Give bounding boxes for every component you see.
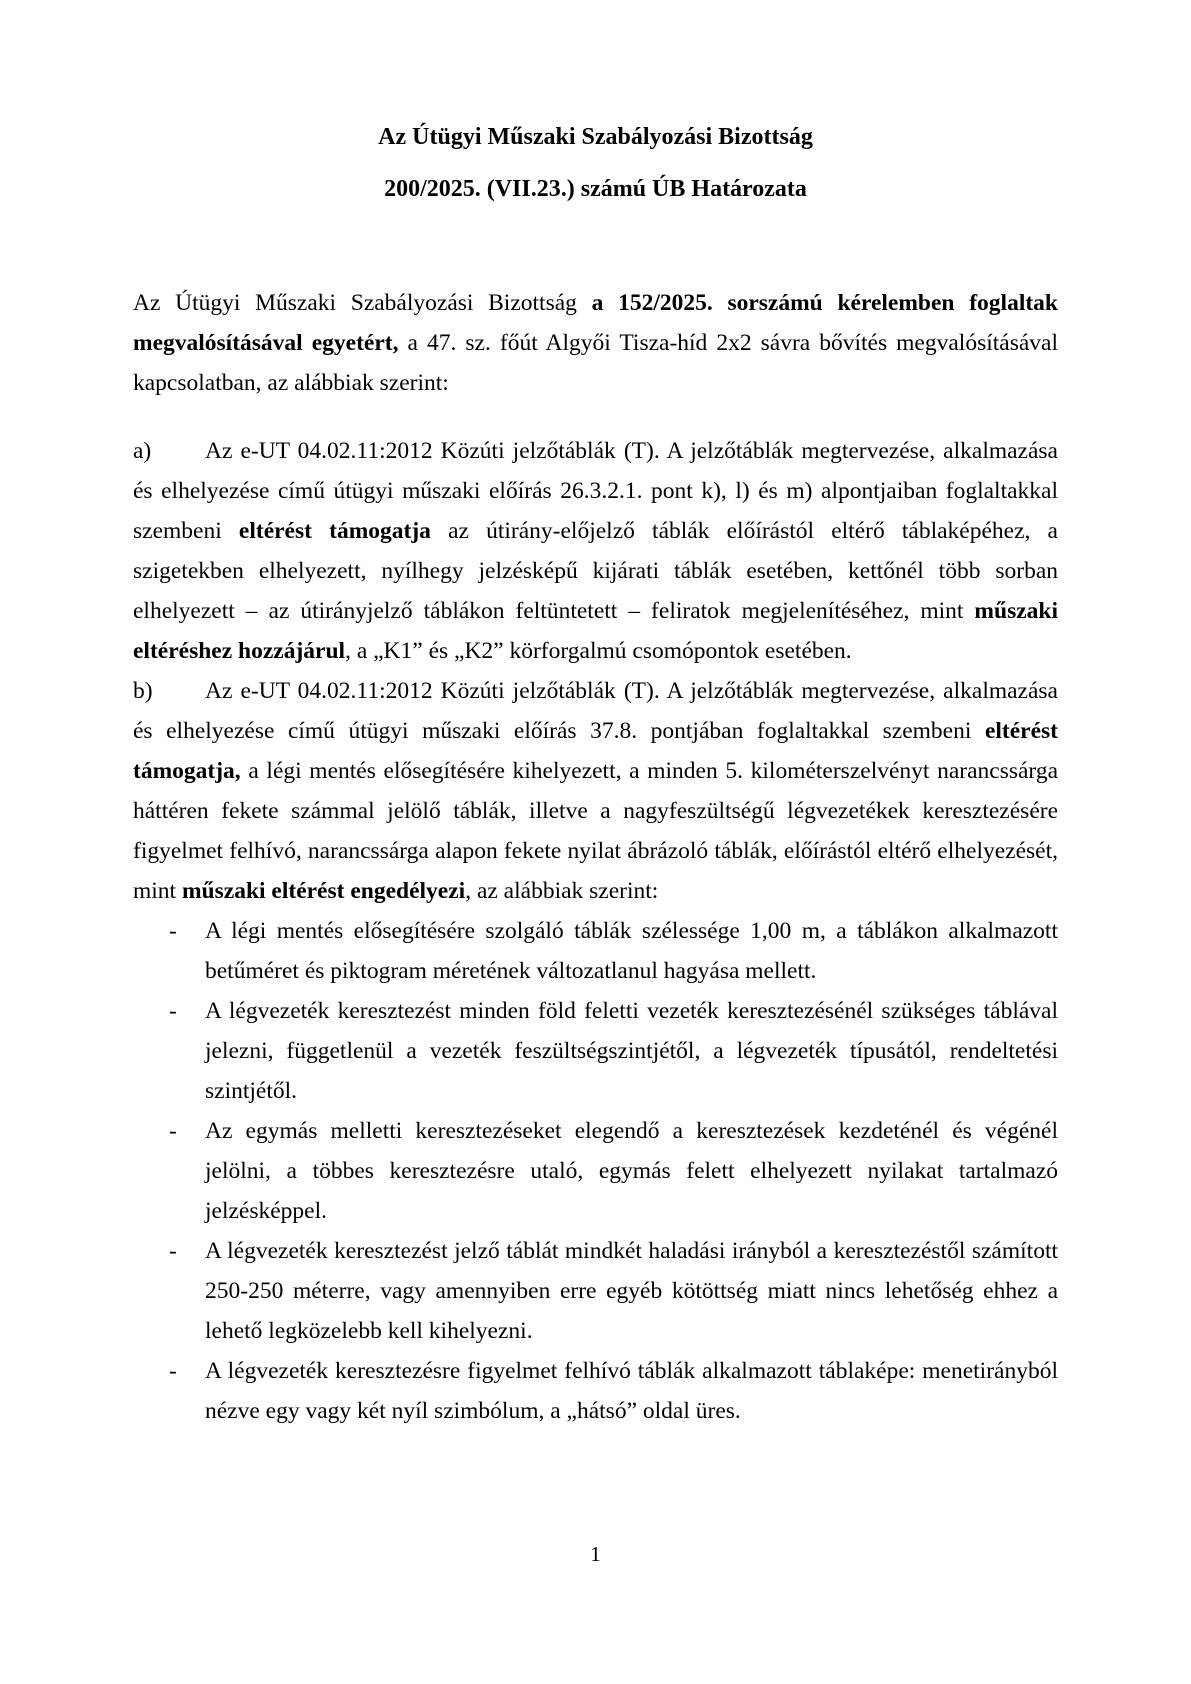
title-committee-name: Az Útügyi Műszaki Szabályozási Bizottság bbox=[378, 124, 813, 150]
intro-paragraph bbox=[133, 283, 1058, 403]
bullet-text: A légvezeték keresztezést minden föld feletti vezeték keresztezésénél szükséges táblával jelezni, függetlenül a vezeték feszültségszintjétől, a légvezeték típusától, rendeltetési szintjétől. bbox=[205, 998, 1058, 1104]
bullet-dash-marker: - bbox=[169, 1358, 177, 1384]
body-paragraphs bbox=[133, 283, 1058, 911]
text-run: Az Útügyi Műszaki Szabályozási Bizottság bbox=[133, 290, 592, 316]
bullet-text: A légvezeték keresztezésre figyelmet felhívó táblák alkalmazott táblaképe: menetirányból nézve egy vagy két nyíl szimbólum, a „hátsó” oldal üres. bbox=[205, 1358, 1058, 1424]
paragraph-b bbox=[133, 671, 1058, 911]
bullet-item bbox=[133, 1231, 1058, 1351]
bullet-list bbox=[133, 911, 1058, 1431]
list-letter-marker: a) bbox=[133, 438, 152, 464]
text-run: az útirány-előjelző táblák előírástól eltérő táblaképéhez, a szigetekben elhelyezett, nyílhegy jelzésképű kijárati táblák esetében, kettőnél több sorban elhelyezett – az útirányjelző táblákon feltüntetett – feliratok megjelenítéséhez, mint bbox=[133, 518, 1058, 624]
bullet-dash-marker: - bbox=[169, 1238, 177, 1264]
text-run: a 152/2025. sorszámú kérelemben foglaltak megvalósításával egyetért, bbox=[133, 290, 1058, 356]
bullet-item bbox=[133, 991, 1058, 1111]
text-run: eltérést támogatja bbox=[238, 518, 431, 544]
bullet-item bbox=[133, 911, 1058, 991]
text-run: , a „K1” és „K2” körforgalmú csomópontok esetében. bbox=[345, 638, 852, 664]
bullet-text: Az egymás melletti keresztezéseket elegendő a keresztezések kezdeténél és végénél jelölni, a többes keresztezésre utaló, egymás felett elhelyezett nyilakat tartalmazó jelzésképpel. bbox=[205, 1118, 1058, 1224]
text-run: a légi mentés elősegítésére kihelyezett, a minden 5. kilométerszelvényt narancssárga háttéren fekete számmal jelölő táblák, illetve a nagyfeszültségű légvezetékek keresztezésére figyelmet felhívó, narancssárga alapon fekete nyilat ábrázoló táblák, előírástól eltérő elhelyezését, mint bbox=[133, 758, 1058, 904]
document-title bbox=[133, 123, 1058, 203]
bullet-dash-marker: - bbox=[169, 1118, 177, 1144]
text-run: a 47. sz. főút Algyői Tisza-híd 2x2 sávra bővítés megvalósításával kapcsolatban, az alábbiak szerint: bbox=[133, 330, 1058, 396]
text-run: műszaki eltéréshez hozzájárul bbox=[133, 598, 1058, 664]
bullet-item bbox=[133, 1351, 1058, 1431]
title-decision-number: 200/2025. (VII.23.) számú ÚB Határozata bbox=[384, 176, 807, 202]
bullet-text: A légvezeték keresztezést jelző táblát mindkét haladási irányból a keresztezéstől számított 250-250 méterre, vagy amennyiben erre egyéb kötöttség miatt nincs lehetőség ehhez a lehető legközelebb kell kihelyezni. bbox=[205, 1238, 1058, 1344]
bullet-dash-marker: - bbox=[169, 998, 177, 1024]
text-run: műszaki eltérést engedélyezi bbox=[181, 878, 466, 904]
bullet-dash-marker: - bbox=[169, 918, 177, 944]
list-letter-marker: b) bbox=[133, 678, 153, 704]
text-run: eltérést támogatja, bbox=[133, 718, 1058, 784]
bullet-item bbox=[133, 1111, 1058, 1231]
bullet-text: A légi mentés elősegítésére szolgáló táblák szélessége 1,00 m, a táblákon alkalmazott betűméret és piktogram méretének változatlanul hagyása mellett. bbox=[205, 918, 1058, 984]
text-run: , az alábbiak szerint: bbox=[465, 878, 659, 904]
text-run: Az e-UT 04.02.11:2012 Közúti jelzőtáblák (T). A jelzőtáblák megtervezése, alkalmazása és elhelyezése című útügyi műszaki előírás 37.8. pontjában foglaltakkal szembeni bbox=[133, 678, 1058, 744]
page-number: 1 bbox=[590, 1542, 601, 1566]
text-run: Az e-UT 04.02.11:2012 Közúti jelzőtáblák (T). A jelzőtáblák megtervezése, alkalmazása és elhelyezése című útügyi műszaki előírás 26.3.2.1. pont k), l) és m) alpontjaiban foglaltakkal szembeni bbox=[133, 438, 1058, 544]
paragraph-a bbox=[133, 431, 1058, 671]
